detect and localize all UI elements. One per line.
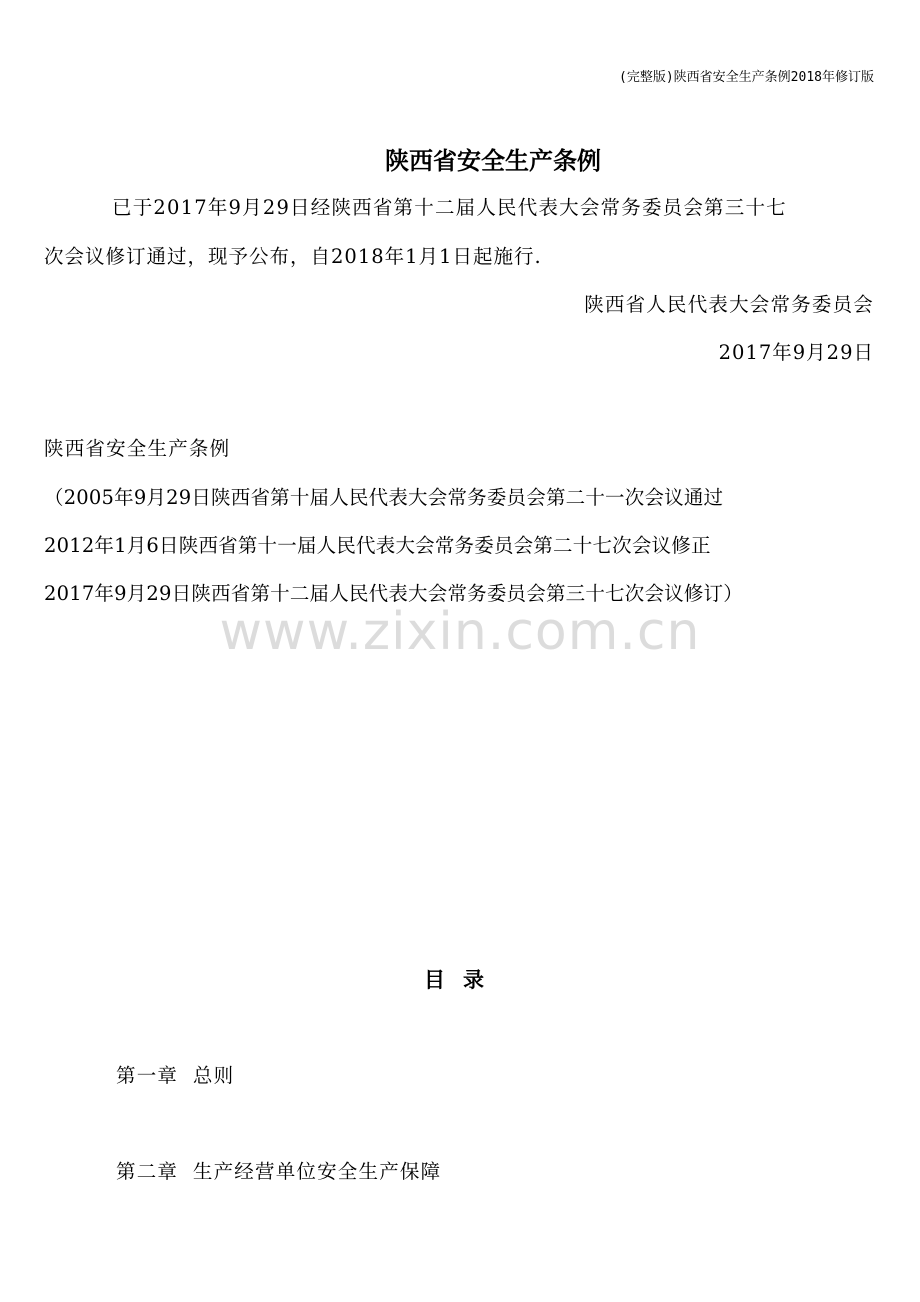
history-line: （2005年9月29日陕西省第十届人民代表大会常务委员会第二十一次会议通过 — [44, 486, 724, 509]
intro-line-2: 次会议修订通过，现予公布，自2018年1月1日起施行. — [44, 245, 542, 268]
toc-item[interactable]: 第二章 生产经营单位安全生产保障 — [116, 1160, 442, 1183]
history-line: 2012年1月6日陕西省第十一届人民代表大会常务委员会第二十七次会议修正 — [44, 534, 711, 557]
signature-org: 陕西省人民代表大会常务委员会 — [584, 293, 874, 316]
intro-line-1: 已于2017年9月29日经陕西省第十二届人民代表大会常务委员会第三十七 — [112, 196, 787, 219]
header-note: (完整版)陕西省安全生产条例2018年修订版 — [619, 70, 874, 85]
signature-date: 2017年9月29日 — [718, 341, 874, 364]
toc-title: 目录 — [424, 968, 502, 992]
page-title: 陕西省安全生产条例 — [385, 147, 601, 175]
watermark: www.zixin.com.cn — [219, 602, 701, 662]
toc-item[interactable]: 第一章 总则 — [116, 1064, 235, 1087]
history-line: 2017年9月29日陕西省第十二届人民代表大会常务委员会第三十七次会议修订） — [44, 582, 743, 605]
law-title: 陕西省安全生产条例 — [44, 437, 231, 460]
